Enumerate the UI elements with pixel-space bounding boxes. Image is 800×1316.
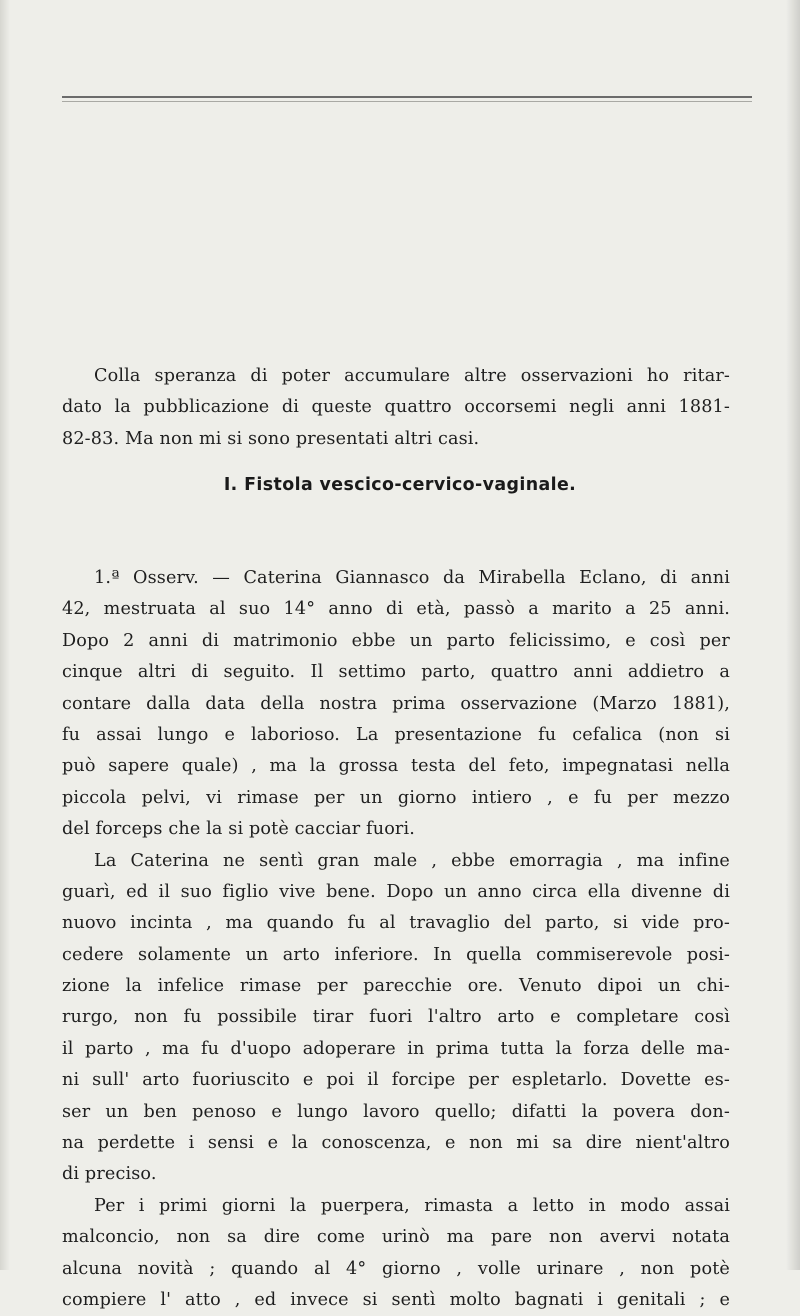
page-edge-right	[786, 0, 800, 1270]
intro-paragraph	[62, 361, 730, 455]
observation-paragraph	[62, 563, 730, 1316]
text-line: 1.ª Osserv. — Caterina Giannasco da Mirabella Eclano, di anni	[94, 568, 730, 588]
text-line: na perdette i sensi e la conoscenza, e non mi sa dire nient'altro	[62, 1133, 730, 1154]
text-line: cedere solamente un arto inferiore. In quella commiserevole posi-	[62, 944, 730, 965]
section-heading-text: I. Fistola vescico-cervico-vaginale.	[223, 475, 577, 495]
text-line: 82-83. Ma non mi si sono presentati altri casi.	[62, 428, 480, 449]
text-line: 42, mestruata al suo 14° anno di età, passò a marito a 25 anni.	[62, 599, 730, 620]
text-line: zione la infelice rimase per parecchie ore. Venuto dipoi un chi-	[62, 976, 730, 997]
text-line: piccola pelvi, vi rimase per un giorno intiero , e fu per mezzo	[62, 787, 730, 808]
text-line: compiere l' atto , ed invece si sentì molto bagnati i genitali ; e	[62, 1289, 730, 1310]
text-line: rurgo, non fu possibile tirar fuori l'altro arto e completare così	[62, 1007, 730, 1028]
text-line: Colla speranza di poter accumulare altre osservazioni ho ritar-	[94, 366, 730, 386]
text-line: fu assai lungo e laborioso. La presentazione fu cefalica (non si	[62, 724, 730, 745]
text-line: Per i primi giorni la puerpera, rimasta a letto in modo assai	[94, 1195, 730, 1216]
text-line: di preciso.	[62, 1164, 157, 1185]
header-rule-shadow	[62, 101, 752, 102]
text-line: dato la pubblicazione di queste quattro occorsemi negli anni 1881-	[62, 397, 730, 418]
text-line: cinque altri di seguito. Il settimo parto, quattro anni addietro a	[62, 662, 730, 683]
text-line: può sapere quale) , ma la grossa testa del feto, impegnatasi nella	[62, 756, 730, 777]
text-line: malconcio, non sa dire come urinò ma pare non avervi notata	[62, 1227, 730, 1248]
section-heading	[0, 475, 800, 495]
text-line: guarì, ed il suo figlio vive bene. Dopo un anno circa ella divenne di	[62, 881, 730, 902]
text-line: contare dalla data della nostra prima osservazione (Marzo 1881),	[62, 693, 730, 714]
text-line: il parto , ma fu d'uopo adoperare in prima tutta la forza delle ma-	[62, 1038, 730, 1059]
text-line: ser un ben penoso e lungo lavoro quello; difatti la povera don-	[62, 1101, 730, 1122]
text-line: ni sull' arto fuoriuscito e poi il forcipe per espletarlo. Dovette es-	[62, 1070, 730, 1091]
text-line: nuovo incinta , ma quando fu al travaglio del parto, si vide pro-	[62, 913, 730, 934]
page-edge-left	[0, 0, 10, 1270]
text-line: del forceps che la si potè cacciar fuori.	[62, 819, 416, 840]
text-line: La Caterina ne sentì gran male , ebbe emorragia , ma infine	[94, 850, 730, 871]
header-rule	[62, 96, 752, 98]
text-line: Dopo 2 anni di matrimonio ebbe un parto felicissimo, e così per	[62, 630, 730, 651]
text-line: alcuna novità ; quando al 4° giorno , volle urinare , non potè	[62, 1258, 730, 1279]
